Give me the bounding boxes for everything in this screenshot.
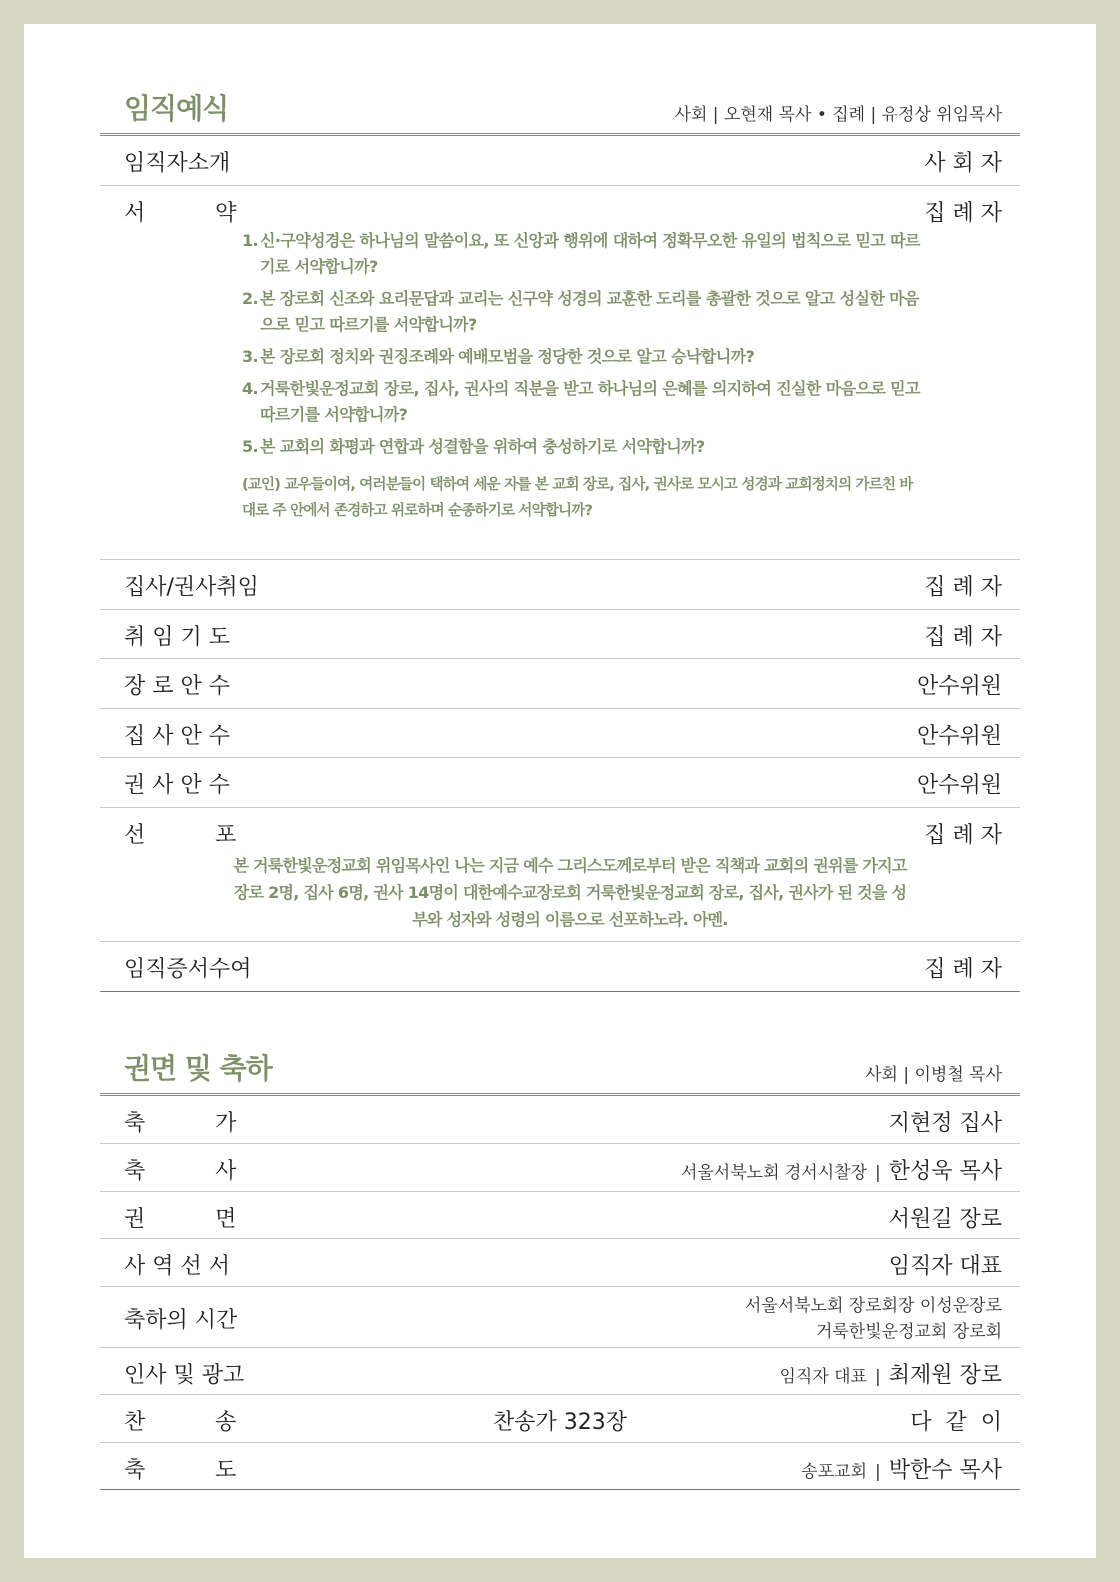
row-label: 인사 및 광고 (124, 1363, 245, 1388)
program-page (24, 24, 1096, 1558)
row-person (745, 1293, 1002, 1345)
row-deacon-ordination (100, 709, 1020, 758)
person-affiliation: 임직자 대표 (779, 1367, 867, 1387)
section-meta: 사회 | 오현재 목사 • 집례 | 유정상 위임목사 (674, 105, 1002, 125)
row-certificate (100, 942, 1020, 992)
row-benediction (100, 1443, 1020, 1490)
person-affiliation: 서울서북노회 경서시찰장 (680, 1163, 867, 1183)
row-label: 임직자소개 (124, 151, 231, 176)
row-person: 다 같 이 (910, 1410, 1002, 1435)
congregation-vow: (교인) 교우들이여, 여러분들이 택하여 세운 자를 본 교회 장로, 집사, 권사로 모시고 성경과 교회정치의 가르친 바 대로 주 안에서 존경하고 위로하며 순종하기로 서약합니까? (242, 477, 913, 519)
row-label: 취 임 기 도 (124, 625, 230, 650)
row-label: 축 가 (124, 1111, 237, 1136)
row-officiant: 집 례 자 (924, 201, 1002, 226)
row-label: 집사/권사취임 (124, 575, 259, 600)
row-label: 서 약 (124, 201, 237, 226)
row-person: 임직자 대표 (888, 1254, 1002, 1279)
section-header (100, 1050, 1020, 1096)
row-vow (100, 186, 1020, 560)
row-proclamation (100, 808, 1020, 942)
row-prayer (100, 610, 1020, 659)
row-label: 집 사 안 수 (124, 724, 230, 749)
person-name: 박한수 목사 (888, 1458, 1002, 1483)
vow-item: 2. 본 장로회 신조와 요리문답과 교리는 신구약 성경의 교훈한 도리를 총괄한 것으로 알고 성실한 마음으로 믿고 따르기를 서약합니까? (242, 289, 919, 334)
row-congratulatory-speech (100, 1144, 1020, 1192)
row-person: 송포교회 | 박한수 목사 (801, 1458, 1002, 1483)
row-officiant: 집 례 자 (924, 625, 1002, 650)
row-exhortation (100, 1192, 1020, 1239)
row-label: 사 역 선 서 (124, 1254, 230, 1279)
row-person: 지현정 집사 (888, 1111, 1002, 1136)
vow-item: 4. 거룩한빛운정교회 장로, 집사, 권사의 직분을 받고 하나님의 은혜를 의지하여 진실한 마음으로 믿고 따르기를 서약합니까? (242, 379, 920, 424)
row-label: 선 포 (124, 823, 237, 848)
vow-item: 1. 신·구약성경은 하나님의 말씀이요, 또 신앙과 행위에 대하여 정확무오한 유일의 법칙으로 믿고 따르기로 서약합니까? (242, 231, 920, 276)
row-label: 축 도 (124, 1458, 237, 1483)
section-meta: 사회 | 이병철 목사 (865, 1065, 1002, 1085)
celebration-line: 서울서북노회 장로회장 이성운장로 (744, 1296, 1002, 1316)
row-celebration (100, 1287, 1020, 1348)
row-person: 서원길 장로 (888, 1207, 1002, 1232)
row-officiant: 집 례 자 (924, 575, 1002, 600)
exhortation-section (100, 1050, 1020, 1490)
hymn-number: 찬송가 323장 (493, 1410, 627, 1435)
proclamation-text: 본 거룩한빛운정교회 위임목사인 나는 지금 예수 그리스도께로부터 받은 직책과 교회의 권위를 가지고 장로 2명, 집사 6명, 권사 14명이 대한예수교장로회 거룩한빛운정교회 장로, 집사, 권사가 된 것을 성부와 성자와 성령의 이름으로 선포하노라. 아멘. (233, 856, 907, 929)
row-inauguration (100, 560, 1020, 610)
row-officiant: 안수위원 (916, 674, 1002, 699)
person-name: 최제원 장로 (888, 1363, 1002, 1388)
row-person: 서울서북노회 경서시찰장 | 한성욱 목사 (680, 1159, 1002, 1184)
row-label: 장 로 안 수 (124, 674, 230, 699)
row-elder-ordination (100, 659, 1020, 709)
vow-item: 5. 본 교회의 화평과 연합과 성결함을 위하여 충성하기로 서약합니까? (242, 437, 705, 456)
row-officiant: 집 례 자 (924, 823, 1002, 848)
person-affiliation: 송포교회 (801, 1462, 867, 1482)
row-hymn (100, 1395, 1020, 1443)
row-officiant: 사 회 자 (924, 151, 1002, 176)
row-greetings (100, 1348, 1020, 1395)
row-kwonsa-ordination (100, 758, 1020, 808)
person-name: 한성욱 목사 (888, 1159, 1002, 1184)
row-label: 찬 송 (124, 1410, 237, 1435)
row-officiant: 안수위원 (916, 724, 1002, 749)
row-ministry-oath (100, 1239, 1020, 1287)
section-header (100, 90, 1020, 136)
vow-item: 3. 본 장로회 정치와 권징조례와 예배모범을 정당한 것으로 알고 승낙합니까? (242, 347, 755, 366)
row-intro (100, 136, 1020, 186)
row-person: 임직자 대표 | 최제원 장로 (779, 1363, 1002, 1388)
vow-list (242, 228, 922, 466)
section-title: 권면 및 축하 (124, 1052, 272, 1085)
row-song (100, 1096, 1020, 1144)
section-title: 임직예식 (124, 92, 229, 125)
row-label: 임직증서수여 (124, 957, 252, 982)
row-label: 축하의 시간 (124, 1308, 238, 1333)
row-label: 권 사 안 수 (124, 773, 230, 798)
celebration-line: 거룩한빛운정교회 장로회 (815, 1322, 1002, 1342)
row-label: 축 사 (124, 1159, 237, 1184)
row-officiant: 집 례 자 (924, 957, 1002, 982)
ordination-section (100, 90, 1020, 992)
row-officiant: 안수위원 (916, 773, 1002, 798)
row-label: 권 면 (124, 1207, 237, 1232)
